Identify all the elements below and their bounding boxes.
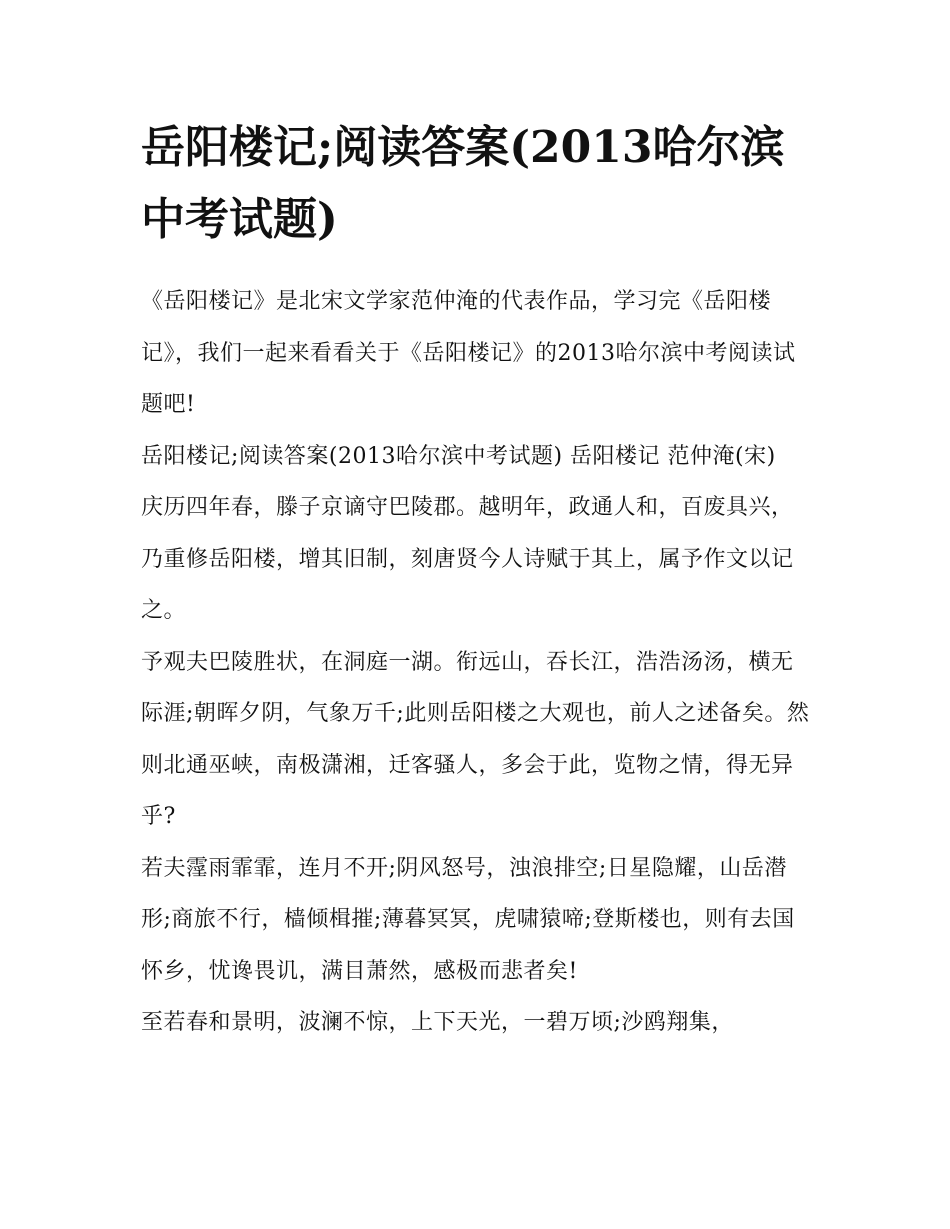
document-page <box>141 112 813 1049</box>
paragraph-text-2: 予观夫巴陵胜状，在洞庭一湖。衔远山，吞长江，浩浩汤汤，横无际涯;朝晖夕阴，气象万千;此则岳阳楼之大观也，前人之述备矣。然则北通巫峡，南极潇湘，迁客骚人，多会于此，览物之情，得无异乎? <box>141 649 810 829</box>
paragraph-text-1: 庆历四年春，滕子京谪守巴陵郡。越明年，政通人和，百废具兴，乃重修岳阳楼，增其旧制，刻唐贤今人诗赋于其上，属予作文以记之。 <box>141 495 794 623</box>
paragraph-text-4: 至若春和景明，波澜不惊，上下天光，一碧万顷;沙鸥翔集， <box>141 1010 734 1035</box>
paragraph-intro: 《岳阳楼记》是北宋文学家范仲淹的代表作品，学习完《岳阳楼记》，我们一起来看看关于《岳阳楼记》的2013哈尔滨中考阅读试题吧! <box>141 289 796 417</box>
paragraph-heading-line: 岳阳楼记;阅读答案(2013哈尔滨中考试题) 岳阳楼记 范仲淹(宋) <box>141 443 776 469</box>
document-title: 岳阳楼记;阅读答案(2013哈尔滨中考试题) <box>141 122 785 245</box>
paragraph-text-3: 若夫霪雨霏霏，连月不开;阴风怒号，浊浪排空;日星隐耀，山岳潜形;商旅不行，樯倾楫摧;薄暮冥冥，虎啸猿啼;登斯楼也，则有去国怀乡，忧谗畏讥，满目萧然，感极而悲者矣! <box>141 855 795 984</box>
